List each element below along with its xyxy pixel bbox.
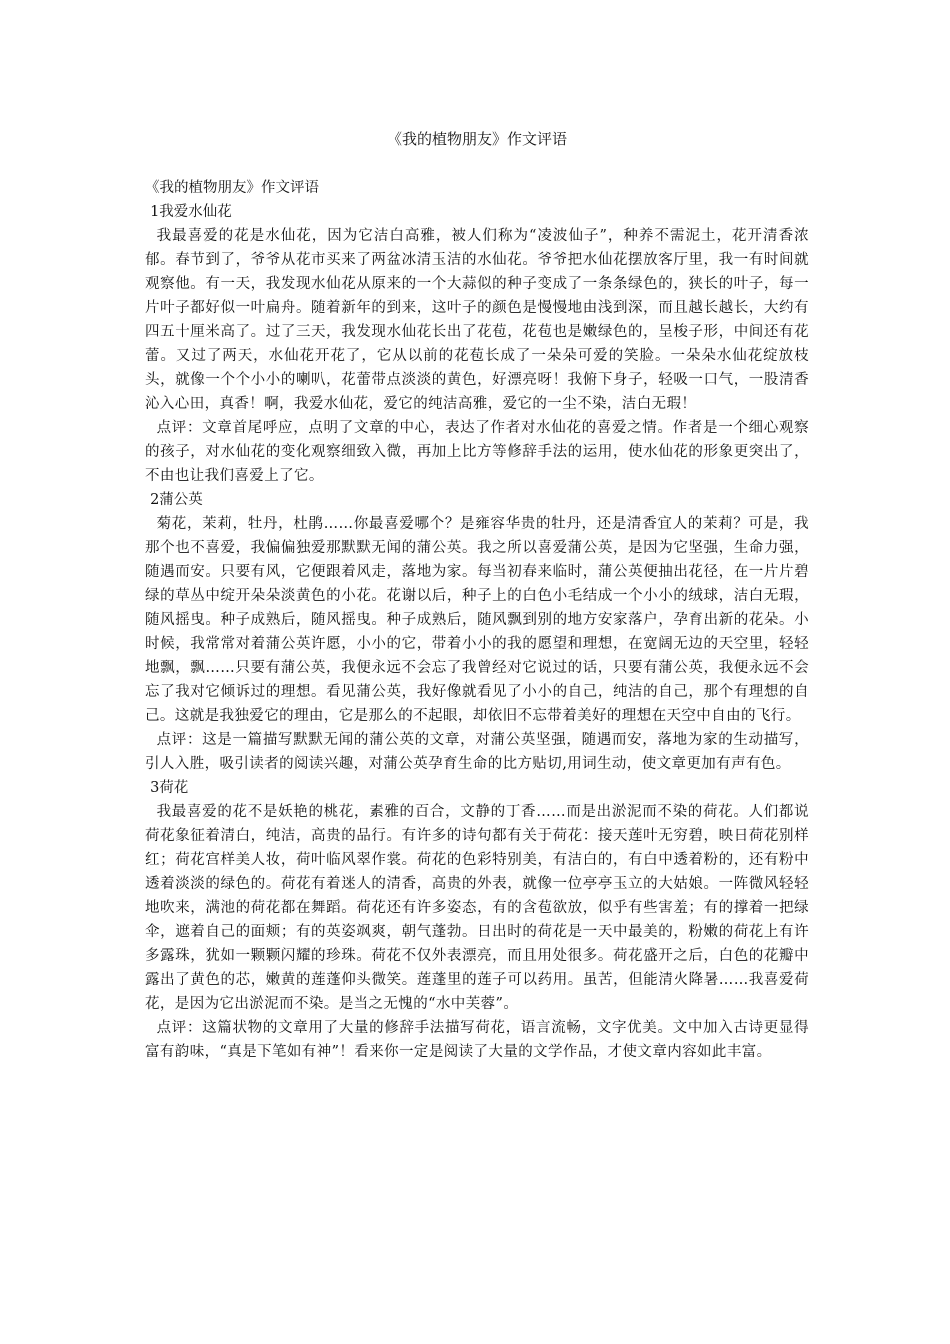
essay-body: 菊花，茉莉，牡丹，杜鹃……你最喜爱哪个？是雍容华贵的牡丹，还是清香宜人的茉莉？可是，我那个也不喜爱，我偏偏独爱那默默无闻的蒲公英。我之所以喜爱蒲公英，是因为它坚强，生命力强，随遇而安。只要有风，它便跟着风走，落地为家。每当初春来临时，蒲公英便抽出花径，在一片片碧绿的草丛中绽开朵朵淡黄色的小花。花谢以后，种子上的白色小毛结成一个小小的绒球，洁白无瑕，随风摇曳。种子成熟后，随风摇曳。种子成熟后，随风飘到别的地方安家落户，孕育出新的花朵。小时候，我常常对着蒲公英许愿，小小的它，带着小小的我的愿望和理想，在宽阔无边的天空里，轻轻地飘，飘……只要有蒲公英，我便永远不会忘了我曾经对它说过的话，只要有蒲公英，我便永远不会忘了我对它倾诉过的理想。看见蒲公英，我好像就看见了小小的自己，纯洁的自己，那个有理想的自己。这就是我独爱它的理由，它是那么的不起眼，却依旧不忘带着美好的理想在天空中自由的飞行。 xyxy=(145,516,809,724)
section-heading: 2蒲公英 xyxy=(150,492,203,508)
document-page xyxy=(145,128,809,1064)
essay-comment: 点评：这篇状物的文章用了大量的修辞手法描写荷花，语言流畅，文字优美。文中加入古诗更显得富有韵味，“真是下笔如有神”！看来你一定是阅读了大量的文学作品，才使文章内容如此丰富。 xyxy=(145,1020,809,1060)
essay-body: 我最喜爱的花是水仙花，因为它洁白高雅，被人们称为“凌波仙子”，种养不需泥土，花开清香浓郁。春节到了，爷爷从花市买来了两盆冰清玉洁的水仙花。爷爷把水仙花摆放客厅里，我一有时间就观察他。有一天，我发现水仙花从原来的一个大蒜似的种子变成了一条条绿色的，狭长的叶子，每一片叶子都好似一叶扁舟。随着新年的到来，这叶子的颜色是慢慢地由浅到深，而且越长越长，大约有四五十厘米高了。过了三天，我发现水仙花长出了花苞，花苞也是嫩绿色的，呈梭子形，中间还有花蕾。又过了两天，水仙花开花了，它从以前的花苞长成了一朵朵可爱的笑脸。一朵朵水仙花绽放枝头，就像一个个小小的喇叭，花蕾带点淡淡的黄色，好漂亮呀！我俯下身子，轻吸一口气，一股清香沁入心田，真香！啊，我爱水仙花，爱它的纯洁高雅，爱它的一尘不染，洁白无瑕！ xyxy=(145,228,809,412)
essay-section-narcissus xyxy=(145,200,809,488)
document-subtitle: 《我的植物朋友》作文评语 xyxy=(145,180,319,196)
essay-comment: 点评：这是一篇描写默默无闻的蒲公英的文章，对蒲公英坚强，随遇而安，落地为家的生动描写，引人入胜，吸引读者的阅读兴趣，对蒲公英孕育生命的比方贴切,用词生动，使文章更加有声有色。 xyxy=(145,732,809,772)
section-heading: 3荷花 xyxy=(150,780,189,796)
essay-comment: 点评：文章首尾呼应，点明了文章的中心，表达了作者对水仙花的喜爱之情。作者是一个细心观察的孩子，对水仙花的变化观察细致入微，再加上比方等修辞手法的运用，使水仙花的形象更突出了，不由也让我们喜爱上了它。 xyxy=(145,420,809,484)
section-heading: 1我爱水仙花 xyxy=(150,204,232,220)
document-title: 《我的植物朋友》作文评语 xyxy=(386,130,567,148)
essay-section-dandelion xyxy=(145,488,809,776)
essay-body: 我最喜爱的花不是妖艳的桃花，素雅的百合，文静的丁香……而是出淤泥而不染的荷花。人们都说荷花象征着清白，纯洁，高贵的品行。有许多的诗句都有关于荷花：接天莲叶无穷碧，映日荷花别样红；荷花宫样美人妆，荷叶临风翠作裳。荷花的色彩特别美，有洁白的，有白中透着粉的，还有粉中透着淡淡的绿色的。荷花有着迷人的清香，高贵的外表，就像一位亭亭玉立的大姑娘。一阵微风轻轻地吹来，满池的荷花都在舞蹈。荷花还有许多姿态，有的含苞欲放，似乎有些害羞；有的撑着一把绿伞，遮着自己的面颊；有的英姿飒爽，朝气蓬勃。日出时的荷花是一天中最美的，粉嫩的荷花上有许多露珠，犹如一颗颗闪耀的珍珠。荷花不仅外表漂亮，而且用处很多。荷花盛开之后，白色的花瓣中露出了黄色的芯，嫩黄的莲蓬仰头微笑。莲蓬里的莲子可以药用。虽苦，但能清火降暑……我喜爱荷花，是因为它出淤泥而不染。是当之无愧的“水中芙蓉”。 xyxy=(145,804,809,1012)
essay-section-lotus xyxy=(145,776,809,1064)
